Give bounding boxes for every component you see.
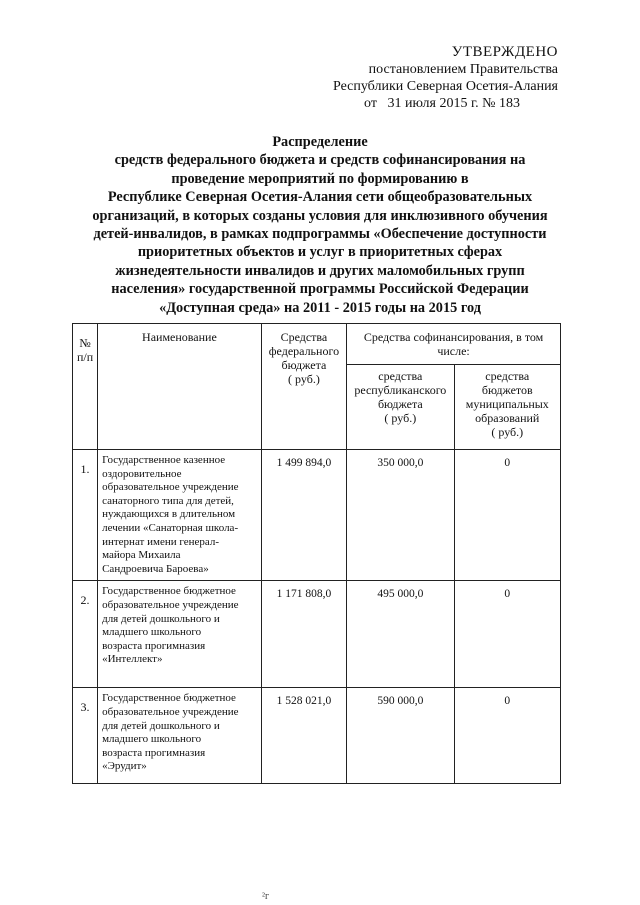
header-federal-line: ( руб.) [288, 372, 320, 386]
approval-stamp [333, 44, 558, 112]
scan-mark: ²г [262, 891, 270, 902]
row-name [98, 581, 262, 688]
title-line: «Доступная среда» на 2011 - 2015 годы на 2015 год [159, 299, 481, 316]
row-municipal-value: 0 [504, 457, 511, 469]
header-federal-line: Средства [280, 330, 328, 344]
row-federal [261, 688, 346, 784]
table-header-row [73, 324, 561, 365]
distribution-table [72, 323, 561, 784]
header-cofinancing [347, 324, 561, 365]
header-republic [347, 365, 454, 450]
table-row [73, 450, 561, 581]
row-name-line: для детей дошкольного и [102, 612, 220, 625]
header-municipal-line: образований [475, 411, 540, 425]
row-number [73, 581, 98, 688]
title-line: проведение мероприятий по формированию в [171, 170, 469, 187]
header-republic-line: средства [378, 369, 423, 383]
row-name-line: возраста прогимназия [102, 639, 206, 652]
row-republic [347, 581, 454, 688]
header-municipal-line: бюджетов [481, 383, 533, 397]
row-name-line: нуждающихся в длительном [102, 508, 236, 521]
row-name-line: оздоровительное [102, 467, 182, 480]
row-republic [347, 450, 454, 581]
header-municipal-line: средства [485, 369, 530, 383]
row-name-line: младшего школьного [102, 733, 202, 746]
header-municipal [454, 365, 560, 450]
title-line: средств федерального бюджета и средств софинансирования на [114, 152, 526, 169]
approval-heading: УТВЕРЖДЕНО [451, 44, 558, 60]
title-line: детей-инвалидов, в рамках подпрограммы «Обеспечение доступности [93, 226, 547, 243]
header-republic-line: ( руб.) [384, 411, 417, 425]
row-federal [261, 450, 346, 581]
row-municipal-value: 0 [504, 588, 511, 601]
header-name-text: Наименование [142, 330, 217, 344]
row-name-line: лечении «Санаторная школа- [102, 521, 239, 534]
row-name-line: образовательное учреждение [102, 705, 239, 718]
row-name-line: образовательное учреждение [102, 481, 239, 494]
header-cofinancing-line: Средства софинансирования, в том [363, 330, 544, 344]
row-republic-value: 350 000,0 [377, 457, 424, 469]
title-line: Республике Северная Осетия-Алания сети общеобразовательных [107, 189, 533, 206]
row-name-line: «Эрудит» [102, 760, 147, 773]
row-name-line: «Интеллект» [102, 653, 163, 666]
header-number-line: № [79, 336, 91, 350]
document-title [70, 133, 570, 317]
row-name-line: Государственное казенное [102, 454, 226, 466]
row-name-line: возраста прогимназия [102, 746, 206, 759]
row-name [98, 450, 262, 581]
header-municipal-line: ( руб.) [491, 425, 524, 439]
header-municipal-line: муниципальных [465, 397, 549, 411]
header-republic-line: бюджета [377, 397, 423, 411]
row-name-line: младшего школьного [102, 626, 202, 639]
title-line: жизнедеятельности инвалидов и других маломобильных групп [115, 262, 525, 279]
row-federal-value: 1 499 894,0 [276, 457, 332, 469]
header-number-line: п/п [76, 350, 94, 364]
approval-line-1: постановлением Правительства [368, 62, 558, 77]
row-name-line: Сандроевича Бароева» [102, 562, 209, 575]
row-name-line: интернат имени генерал- [102, 535, 220, 548]
row-number-text: 2. [80, 593, 90, 608]
header-cofinancing-line: числе: [437, 344, 470, 358]
row-federal-value: 1 528 021,0 [276, 695, 332, 708]
row-municipal [454, 581, 560, 688]
title-line: приоритетных объектов и услуг в приоритетных сферах [137, 244, 503, 261]
row-name-line: санаторного типа для детей, [102, 494, 234, 507]
row-municipal [454, 688, 560, 784]
header-federal [261, 324, 346, 450]
title-line: Распределение [272, 134, 368, 150]
row-municipal-value: 0 [504, 695, 511, 708]
row-name-line: Государственное бюджетное [102, 692, 236, 705]
table-row [73, 688, 561, 784]
row-republic [347, 688, 454, 784]
row-name-line: Государственное бюджетное [102, 585, 236, 598]
row-name-line: для детей дошкольного и [102, 719, 220, 732]
header-name [98, 324, 262, 450]
header-republic-line: республиканского [354, 383, 447, 397]
row-number-text: 1. [80, 462, 90, 476]
title-line: населения» государственной программы Российской Федерации [111, 281, 529, 298]
row-number [73, 688, 98, 784]
approval-line-2: Республики Северная Осетия-Алания [333, 79, 558, 94]
title-line: организаций, в которых созданы условия для инклюзивного обучения [92, 207, 548, 224]
approval-decree-date: от 31 июля 2015 г. № 183 [364, 96, 520, 111]
row-republic-value: 495 000,0 [377, 588, 424, 601]
row-number-text: 3. [80, 700, 90, 715]
row-federal-value: 1 171 808,0 [276, 588, 332, 601]
row-number [73, 450, 98, 581]
header-number [73, 324, 98, 450]
row-name-line: образовательное учреждение [102, 598, 239, 611]
row-name [98, 688, 262, 784]
table-row [73, 581, 561, 688]
header-federal-line: федерального [268, 344, 340, 358]
header-federal-line: бюджета [281, 358, 327, 372]
row-federal [261, 581, 346, 688]
row-municipal [454, 450, 560, 581]
row-republic-value: 590 000,0 [377, 695, 424, 708]
row-name-line: майора Михаила [102, 549, 181, 562]
